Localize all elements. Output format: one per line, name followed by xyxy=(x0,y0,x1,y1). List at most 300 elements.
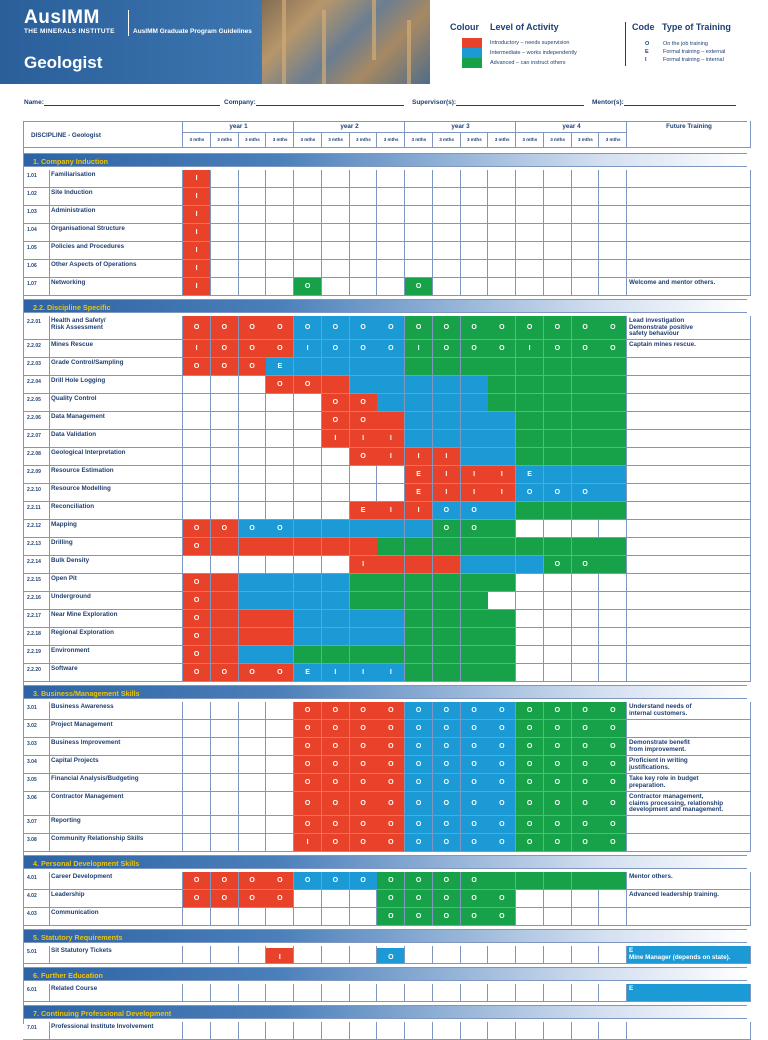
schedule-cell[interactable] xyxy=(405,242,433,260)
schedule-cell[interactable] xyxy=(239,170,267,188)
activity-cell[interactable]: O xyxy=(433,340,460,357)
activity-cell[interactable] xyxy=(461,610,488,627)
activity-cell[interactable]: O xyxy=(294,316,321,339)
schedule-cell[interactable] xyxy=(599,946,627,964)
schedule-cell[interactable] xyxy=(599,592,627,610)
schedule-cell[interactable] xyxy=(211,738,239,756)
schedule-cell[interactable] xyxy=(544,520,572,538)
schedule-cell[interactable] xyxy=(516,946,544,964)
activity-cell[interactable] xyxy=(405,394,432,411)
schedule-cell[interactable] xyxy=(405,170,433,188)
schedule-cell[interactable] xyxy=(322,242,350,260)
activity-cell[interactable]: O xyxy=(516,720,543,737)
activity-cell[interactable] xyxy=(350,628,377,645)
activity-cell[interactable] xyxy=(322,610,349,627)
activity-cell[interactable]: O xyxy=(461,720,488,737)
activity-cell[interactable] xyxy=(461,394,488,411)
activity-cell[interactable] xyxy=(405,628,432,645)
activity-cell[interactable] xyxy=(461,358,488,375)
activity-cell[interactable]: O xyxy=(183,890,210,907)
activity-cell[interactable] xyxy=(516,358,543,375)
future-training-cell[interactable] xyxy=(627,816,751,834)
activity-cell[interactable] xyxy=(294,610,321,627)
schedule-cell[interactable] xyxy=(544,946,572,964)
activity-cell[interactable]: O xyxy=(322,394,349,411)
future-training-cell[interactable] xyxy=(627,574,751,592)
schedule-cell[interactable] xyxy=(266,908,294,926)
future-training-cell[interactable] xyxy=(627,188,751,206)
schedule-cell[interactable] xyxy=(350,984,378,1002)
schedule-cell[interactable] xyxy=(599,574,627,592)
activity-cell[interactable] xyxy=(211,538,238,555)
schedule-cell[interactable] xyxy=(516,664,544,682)
schedule-cell[interactable] xyxy=(239,206,267,224)
activity-cell[interactable]: O xyxy=(322,738,349,755)
activity-cell[interactable] xyxy=(266,592,293,609)
schedule-cell[interactable] xyxy=(294,502,322,520)
activity-cell[interactable] xyxy=(488,646,515,663)
activity-cell[interactable] xyxy=(433,556,460,573)
activity-cell[interactable]: O xyxy=(544,316,571,339)
activity-cell[interactable] xyxy=(516,412,543,429)
activity-cell[interactable] xyxy=(572,466,599,483)
schedule-cell[interactable] xyxy=(405,206,433,224)
schedule-cell[interactable] xyxy=(350,278,378,296)
activity-cell[interactable] xyxy=(516,872,543,889)
schedule-cell[interactable] xyxy=(322,448,350,466)
activity-cell[interactable]: O xyxy=(599,774,626,791)
activity-cell[interactable] xyxy=(488,520,515,537)
schedule-cell[interactable] xyxy=(516,278,544,296)
activity-cell[interactable]: O xyxy=(183,664,210,681)
schedule-cell[interactable] xyxy=(211,224,239,242)
schedule-cell[interactable] xyxy=(599,628,627,646)
activity-cell[interactable]: I xyxy=(461,484,488,501)
activity-cell[interactable] xyxy=(211,646,238,663)
future-training-cell[interactable] xyxy=(627,170,751,188)
activity-cell[interactable] xyxy=(572,358,599,375)
activity-cell[interactable]: O xyxy=(488,702,515,719)
schedule-cell[interactable] xyxy=(488,206,516,224)
schedule-cell[interactable] xyxy=(183,702,211,720)
activity-cell[interactable] xyxy=(239,646,266,663)
activity-cell[interactable]: O xyxy=(211,340,238,357)
activity-cell[interactable]: O xyxy=(377,340,404,357)
activity-cell[interactable]: O xyxy=(350,872,377,889)
activity-cell[interactable] xyxy=(516,430,543,447)
schedule-cell[interactable] xyxy=(211,448,239,466)
schedule-cell[interactable] xyxy=(516,260,544,278)
schedule-cell[interactable] xyxy=(544,170,572,188)
schedule-cell[interactable] xyxy=(183,984,211,1002)
schedule-cell[interactable] xyxy=(433,1022,461,1040)
activity-cell[interactable]: O xyxy=(488,756,515,773)
activity-cell[interactable] xyxy=(599,484,626,501)
activity-cell[interactable] xyxy=(544,376,571,393)
schedule-cell[interactable] xyxy=(516,984,544,1002)
schedule-cell[interactable] xyxy=(239,946,267,964)
schedule-cell[interactable] xyxy=(322,890,350,908)
schedule-cell[interactable] xyxy=(322,502,350,520)
schedule-cell[interactable] xyxy=(239,756,267,774)
schedule-cell[interactable] xyxy=(377,224,405,242)
schedule-cell[interactable] xyxy=(350,890,378,908)
schedule-cell[interactable] xyxy=(239,448,267,466)
schedule-cell[interactable] xyxy=(461,170,489,188)
schedule-cell[interactable] xyxy=(239,484,267,502)
schedule-cell[interactable] xyxy=(433,206,461,224)
schedule-cell[interactable] xyxy=(239,376,267,394)
schedule-cell[interactable] xyxy=(572,206,600,224)
activity-cell[interactable]: O xyxy=(377,774,404,791)
schedule-cell[interactable] xyxy=(322,260,350,278)
future-training-cell[interactable] xyxy=(627,376,751,394)
activity-cell[interactable]: O xyxy=(266,890,293,907)
future-training-cell[interactable] xyxy=(627,628,751,646)
schedule-cell[interactable] xyxy=(294,984,322,1002)
schedule-cell[interactable] xyxy=(599,242,627,260)
activity-cell[interactable]: O xyxy=(461,340,488,357)
activity-cell[interactable]: O xyxy=(461,908,488,925)
activity-cell[interactable]: I xyxy=(405,340,432,357)
schedule-cell[interactable] xyxy=(183,756,211,774)
schedule-cell[interactable] xyxy=(516,908,544,926)
activity-cell[interactable] xyxy=(405,412,432,429)
activity-cell[interactable] xyxy=(516,394,543,411)
schedule-cell[interactable] xyxy=(322,484,350,502)
activity-cell[interactable]: O xyxy=(599,834,626,851)
future-training-cell[interactable] xyxy=(627,538,751,556)
activity-cell[interactable]: I xyxy=(433,466,460,483)
activity-cell[interactable]: O xyxy=(433,502,460,519)
schedule-cell[interactable] xyxy=(266,738,294,756)
schedule-cell[interactable] xyxy=(461,1022,489,1040)
schedule-cell[interactable] xyxy=(211,946,239,964)
schedule-cell[interactable] xyxy=(377,484,405,502)
schedule-cell[interactable] xyxy=(599,610,627,628)
schedule-cell[interactable] xyxy=(544,574,572,592)
future-training-cell[interactable] xyxy=(627,520,751,538)
activity-cell[interactable]: E xyxy=(294,664,321,681)
schedule-cell[interactable] xyxy=(461,278,489,296)
schedule-cell[interactable] xyxy=(377,242,405,260)
schedule-cell[interactable] xyxy=(599,224,627,242)
activity-cell[interactable] xyxy=(572,430,599,447)
schedule-cell[interactable] xyxy=(183,430,211,448)
activity-cell[interactable]: O xyxy=(433,834,460,851)
activity-cell[interactable]: O xyxy=(405,738,432,755)
activity-cell[interactable] xyxy=(211,628,238,645)
schedule-cell[interactable] xyxy=(322,206,350,224)
activity-cell[interactable]: O xyxy=(544,792,571,815)
activity-cell[interactable] xyxy=(572,394,599,411)
activity-cell[interactable]: O xyxy=(350,834,377,851)
schedule-cell[interactable] xyxy=(544,1022,572,1040)
activity-cell[interactable] xyxy=(377,412,404,429)
activity-cell[interactable]: O xyxy=(350,316,377,339)
activity-cell[interactable]: O xyxy=(572,774,599,791)
activity-cell[interactable]: O xyxy=(461,872,488,889)
schedule-cell[interactable] xyxy=(294,890,322,908)
activity-cell[interactable] xyxy=(377,394,404,411)
activity-cell[interactable] xyxy=(377,376,404,393)
schedule-cell[interactable] xyxy=(266,242,294,260)
activity-cell[interactable]: O xyxy=(461,316,488,339)
activity-cell[interactable]: O xyxy=(183,574,210,591)
schedule-cell[interactable] xyxy=(294,556,322,574)
schedule-cell[interactable] xyxy=(572,170,600,188)
schedule-cell[interactable] xyxy=(266,984,294,1002)
activity-cell[interactable] xyxy=(599,502,626,519)
activity-cell[interactable]: O xyxy=(433,872,460,889)
activity-cell[interactable]: O xyxy=(544,816,571,833)
activity-cell[interactable]: O xyxy=(322,774,349,791)
schedule-cell[interactable] xyxy=(599,984,627,1002)
activity-cell[interactable] xyxy=(239,628,266,645)
schedule-cell[interactable] xyxy=(405,260,433,278)
activity-cell[interactable] xyxy=(433,394,460,411)
activity-cell[interactable] xyxy=(377,646,404,663)
activity-cell[interactable]: O xyxy=(405,872,432,889)
activity-cell[interactable] xyxy=(405,592,432,609)
activity-cell[interactable]: O xyxy=(516,316,543,339)
schedule-cell[interactable] xyxy=(294,412,322,430)
activity-cell[interactable]: O xyxy=(377,908,404,925)
schedule-cell[interactable] xyxy=(572,664,600,682)
activity-cell[interactable]: O xyxy=(350,816,377,833)
schedule-cell[interactable] xyxy=(211,412,239,430)
activity-cell[interactable]: O xyxy=(211,358,238,375)
schedule-cell[interactable] xyxy=(266,774,294,792)
activity-cell[interactable] xyxy=(239,610,266,627)
activity-cell[interactable]: O xyxy=(350,738,377,755)
schedule-cell[interactable] xyxy=(572,890,600,908)
schedule-cell[interactable] xyxy=(544,646,572,664)
schedule-cell[interactable] xyxy=(488,1022,516,1040)
activity-cell[interactable] xyxy=(544,430,571,447)
schedule-cell[interactable] xyxy=(239,466,267,484)
activity-cell[interactable]: O xyxy=(572,738,599,755)
activity-cell[interactable] xyxy=(433,628,460,645)
schedule-cell[interactable] xyxy=(266,448,294,466)
activity-cell[interactable] xyxy=(433,574,460,591)
activity-cell[interactable] xyxy=(461,574,488,591)
schedule-cell[interactable] xyxy=(516,592,544,610)
schedule-cell[interactable] xyxy=(599,1022,627,1040)
schedule-cell[interactable] xyxy=(350,946,378,964)
activity-cell[interactable] xyxy=(433,610,460,627)
activity-cell[interactable]: I xyxy=(350,430,377,447)
schedule-cell[interactable] xyxy=(183,792,211,816)
activity-cell[interactable] xyxy=(377,538,404,555)
activity-cell[interactable]: O xyxy=(350,394,377,411)
future-training-cell[interactable] xyxy=(627,502,751,520)
schedule-cell[interactable] xyxy=(350,908,378,926)
schedule-cell[interactable] xyxy=(350,170,378,188)
activity-cell[interactable] xyxy=(211,574,238,591)
activity-cell[interactable]: O xyxy=(183,872,210,889)
schedule-cell[interactable] xyxy=(516,242,544,260)
activity-cell[interactable] xyxy=(433,412,460,429)
schedule-cell[interactable] xyxy=(516,628,544,646)
activity-cell[interactable] xyxy=(294,628,321,645)
activity-cell[interactable]: O xyxy=(461,756,488,773)
activity-cell[interactable] xyxy=(433,664,460,681)
schedule-cell[interactable] xyxy=(294,484,322,502)
activity-cell[interactable]: O xyxy=(544,738,571,755)
activity-cell[interactable]: O xyxy=(433,720,460,737)
schedule-cell[interactable] xyxy=(599,520,627,538)
activity-cell[interactable]: O xyxy=(266,872,293,889)
schedule-cell[interactable] xyxy=(239,412,267,430)
activity-cell[interactable]: I xyxy=(183,242,210,259)
schedule-cell[interactable] xyxy=(211,984,239,1002)
activity-cell[interactable]: O xyxy=(294,278,321,295)
schedule-cell[interactable] xyxy=(183,502,211,520)
schedule-cell[interactable] xyxy=(211,376,239,394)
activity-cell[interactable]: O xyxy=(599,702,626,719)
schedule-cell[interactable] xyxy=(599,260,627,278)
schedule-cell[interactable] xyxy=(572,1022,600,1040)
schedule-cell[interactable] xyxy=(211,466,239,484)
activity-cell[interactable]: O xyxy=(433,890,460,907)
schedule-cell[interactable] xyxy=(183,908,211,926)
schedule-cell[interactable] xyxy=(266,816,294,834)
activity-cell[interactable]: O xyxy=(405,756,432,773)
activity-cell[interactable]: O xyxy=(433,792,460,815)
activity-cell[interactable]: O xyxy=(239,358,266,375)
future-training-cell[interactable] xyxy=(627,412,751,430)
activity-cell[interactable] xyxy=(488,376,515,393)
schedule-cell[interactable] xyxy=(544,610,572,628)
future-training-cell[interactable] xyxy=(627,908,751,926)
schedule-cell[interactable] xyxy=(461,260,489,278)
schedule-cell[interactable] xyxy=(488,188,516,206)
activity-cell[interactable] xyxy=(433,592,460,609)
schedule-cell[interactable] xyxy=(183,484,211,502)
schedule-cell[interactable] xyxy=(516,890,544,908)
activity-cell[interactable] xyxy=(350,646,377,663)
schedule-cell[interactable] xyxy=(294,908,322,926)
schedule-cell[interactable] xyxy=(572,520,600,538)
activity-cell[interactable]: I xyxy=(322,430,349,447)
schedule-cell[interactable] xyxy=(377,466,405,484)
schedule-cell[interactable] xyxy=(266,720,294,738)
activity-cell[interactable]: O xyxy=(405,890,432,907)
future-training-cell[interactable] xyxy=(627,448,751,466)
schedule-cell[interactable] xyxy=(239,394,267,412)
activity-cell[interactable] xyxy=(488,448,515,465)
activity-cell[interactable] xyxy=(294,538,321,555)
activity-cell[interactable]: O xyxy=(516,702,543,719)
activity-cell[interactable]: O xyxy=(599,720,626,737)
activity-cell[interactable] xyxy=(599,466,626,483)
schedule-cell[interactable] xyxy=(322,188,350,206)
activity-cell[interactable]: O xyxy=(183,520,210,537)
activity-cell[interactable] xyxy=(461,412,488,429)
activity-cell[interactable] xyxy=(211,592,238,609)
activity-cell[interactable]: O xyxy=(488,774,515,791)
future-training-cell[interactable] xyxy=(627,1022,751,1040)
schedule-cell[interactable] xyxy=(544,628,572,646)
schedule-cell[interactable] xyxy=(488,242,516,260)
activity-cell[interactable]: O xyxy=(350,792,377,815)
schedule-cell[interactable] xyxy=(294,1022,322,1040)
activity-cell[interactable]: O xyxy=(294,756,321,773)
activity-cell[interactable] xyxy=(350,574,377,591)
future-training-cell[interactable] xyxy=(627,664,751,682)
future-training-cell[interactable] xyxy=(627,834,751,852)
schedule-cell[interactable] xyxy=(322,224,350,242)
schedule-cell[interactable] xyxy=(488,278,516,296)
activity-cell[interactable]: I xyxy=(183,224,210,241)
schedule-cell[interactable] xyxy=(239,188,267,206)
future-training-cell[interactable] xyxy=(627,592,751,610)
activity-cell[interactable]: O xyxy=(572,556,599,573)
schedule-cell[interactable] xyxy=(516,1022,544,1040)
schedule-cell[interactable] xyxy=(266,224,294,242)
schedule-cell[interactable] xyxy=(211,188,239,206)
schedule-cell[interactable] xyxy=(599,170,627,188)
activity-cell[interactable]: O xyxy=(461,520,488,537)
activity-cell[interactable]: I xyxy=(516,340,543,357)
activity-cell[interactable] xyxy=(239,592,266,609)
activity-cell[interactable]: O xyxy=(211,890,238,907)
schedule-cell[interactable] xyxy=(322,984,350,1002)
schedule-cell[interactable] xyxy=(433,242,461,260)
activity-cell[interactable] xyxy=(405,556,432,573)
activity-cell[interactable]: I xyxy=(294,340,321,357)
activity-cell[interactable]: O xyxy=(183,646,210,663)
schedule-cell[interactable] xyxy=(572,188,600,206)
schedule-cell[interactable] xyxy=(350,260,378,278)
schedule-cell[interactable] xyxy=(294,430,322,448)
activity-cell[interactable]: I xyxy=(461,466,488,483)
activity-cell[interactable]: I xyxy=(183,170,210,187)
activity-cell[interactable]: O xyxy=(211,664,238,681)
activity-cell[interactable] xyxy=(322,628,349,645)
activity-cell[interactable]: O xyxy=(239,520,266,537)
activity-cell[interactable]: O xyxy=(516,738,543,755)
activity-cell[interactable] xyxy=(544,538,571,555)
activity-cell[interactable]: O xyxy=(322,340,349,357)
activity-cell[interactable] xyxy=(516,502,543,519)
schedule-cell[interactable] xyxy=(322,1022,350,1040)
schedule-cell[interactable] xyxy=(266,502,294,520)
activity-cell[interactable] xyxy=(294,592,321,609)
activity-cell[interactable] xyxy=(350,358,377,375)
activity-cell[interactable] xyxy=(572,538,599,555)
activity-cell[interactable]: I xyxy=(405,502,432,519)
activity-cell[interactable] xyxy=(294,358,321,375)
activity-cell[interactable]: I xyxy=(488,484,515,501)
activity-cell[interactable] xyxy=(572,376,599,393)
activity-cell[interactable]: I xyxy=(433,484,460,501)
activity-cell[interactable] xyxy=(461,664,488,681)
schedule-cell[interactable] xyxy=(294,394,322,412)
activity-cell[interactable]: O xyxy=(294,792,321,815)
activity-cell[interactable] xyxy=(488,430,515,447)
activity-cell[interactable] xyxy=(599,872,626,889)
schedule-cell[interactable] xyxy=(266,412,294,430)
future-training-cell[interactable] xyxy=(627,260,751,278)
activity-cell[interactable] xyxy=(461,628,488,645)
schedule-cell[interactable] xyxy=(294,466,322,484)
schedule-cell[interactable] xyxy=(377,1022,405,1040)
schedule-cell[interactable] xyxy=(266,188,294,206)
activity-cell[interactable] xyxy=(516,556,543,573)
schedule-cell[interactable] xyxy=(433,946,461,964)
